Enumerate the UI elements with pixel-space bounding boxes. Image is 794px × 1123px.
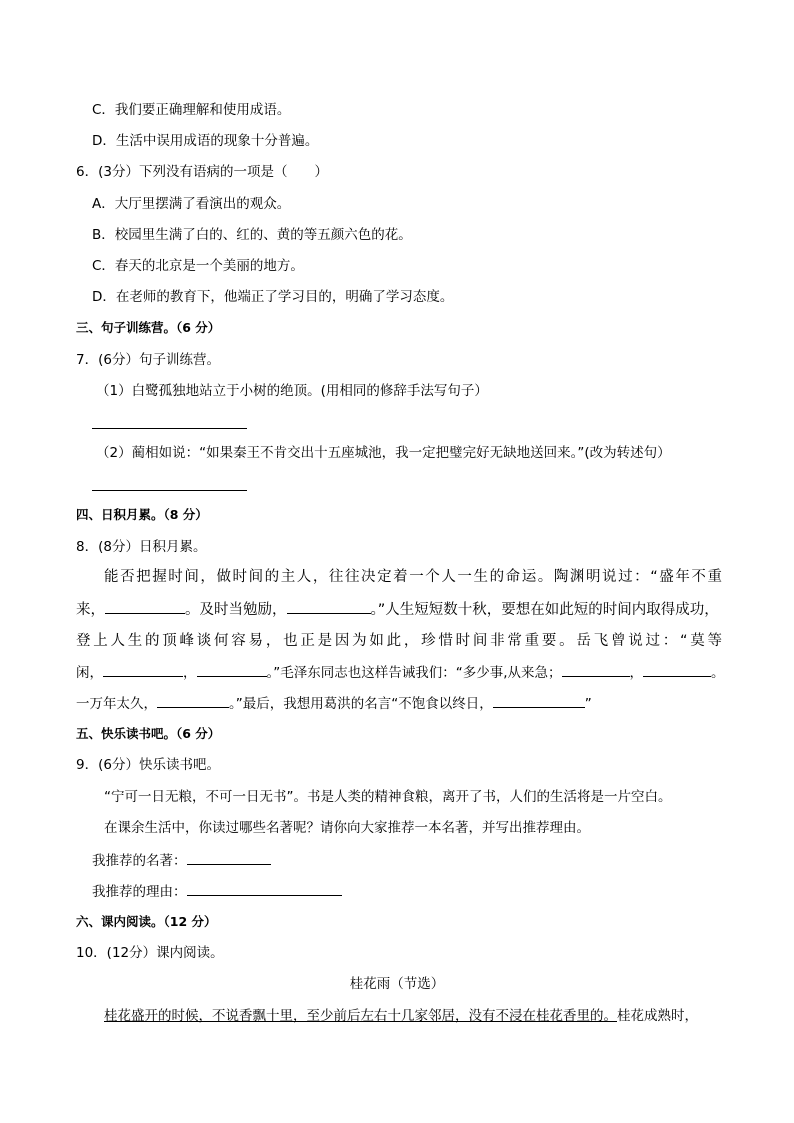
q8-text: 闲， (76, 665, 103, 681)
q7-sub1: （1）白鹭孤独地站立于小树的绝顶。(用相同的修辞手法写句子） (96, 383, 488, 399)
q7-sub2: （2）蔺相如说：“如果秦王不肯交出十五座城池，我一定把璧完好无缺地送回来。”(改为转述句） (96, 445, 671, 461)
q8-paragraph-line-4 (76, 662, 725, 683)
q8-paragraph-line-2 (76, 599, 719, 620)
q7-sub1-answer-blank[interactable] (92, 414, 247, 435)
q6-option-b: B．校园里生满了白的、红的、黄的等五颜六色的花。 (92, 227, 412, 243)
q8-text: 。”毛泽东同志也这样告诫我们：“多少事,从来急； (266, 665, 562, 681)
q10-stem: 10．(12分）课内阅读。 (76, 945, 224, 961)
q8-blank-8[interactable] (493, 693, 585, 708)
q8-text: ” (584, 696, 592, 712)
q8-text: 。”人生短短数十秋，要想在如此短的时间内取得成功， (370, 602, 719, 618)
q7-sub2-answer-blank[interactable] (92, 476, 247, 497)
q6-option-a: A．大厅里摆满了看演出的观众。 (92, 196, 291, 212)
q8-paragraph-line-5 (76, 693, 592, 714)
q6-option-d: D．在老师的教育下，他端正了学习目的，明确了学习态度。 (92, 289, 454, 305)
q5-option-d: D．生活中误用成语的现象十分普遍。 (92, 133, 319, 149)
q10-passage-text: 桂花成熟时， (617, 1008, 698, 1024)
q9-book-row (92, 850, 271, 871)
section-5-heading: 五、快乐读书吧。（6 分） (76, 726, 221, 741)
section-4-heading: 四、日积月累。（8 分） (76, 507, 208, 522)
q6-option-c: C．春天的北京是一个美丽的地方。 (92, 258, 304, 274)
q9-reason-blank[interactable] (187, 881, 342, 896)
q9-quote-paragraph: “宁可一日无粮，不可一日无书”。书是人类的精神食粮，离开了书，人们的生活将是一片空白。 (104, 789, 672, 805)
section-6-heading: 六、课内阅读。（12 分） (76, 914, 217, 929)
q10-passage-line-1 (104, 1006, 698, 1026)
q8-blank-4[interactable] (197, 662, 267, 677)
q8-text: ， (629, 665, 644, 681)
q9-book-blank[interactable] (187, 850, 271, 865)
q5-option-c: C．我们要正确理解和使用成语。 (92, 102, 291, 118)
q8-blank-3[interactable] (103, 662, 183, 677)
q6-stem: 6．(3分）下列没有语病的一项是（ ） (76, 164, 328, 180)
q8-blank-2[interactable] (287, 599, 371, 614)
q8-blank-7[interactable] (157, 693, 229, 708)
q9-reason-label: 我推荐的理由： (92, 884, 187, 900)
q9-stem: 9．(6分）快乐读书吧。 (76, 757, 220, 773)
q8-text: 来， (76, 602, 105, 618)
q10-underlined-sentence: 桂花盛开的时候，不说香飘十里，至少前后左右十几家邻居，没有不浸在桂花香里的。 (104, 1008, 617, 1024)
q8-paragraph-line-3: 登上人生的顶峰谈何容易，也正是因为如此，珍惜时间非常重要。岳飞曾说过：“莫等 (76, 633, 722, 649)
q8-text: 一万年太久， (76, 696, 157, 712)
q9-reason-row (92, 881, 342, 902)
q8-blank-1[interactable] (105, 599, 185, 614)
q10-passage-title: 桂花雨（节选） (349, 976, 445, 992)
q9-book-label: 我推荐的名著： (92, 853, 187, 869)
q9-instruction: 在课余生活中，你读过哪些名著呢？请你向大家推荐一本名著，并写出推荐理由。 (104, 820, 590, 836)
q8-blank-6[interactable] (643, 662, 711, 677)
q8-blank-5[interactable] (562, 662, 630, 677)
q8-text: ， (183, 665, 197, 681)
q8-text: 。 (711, 665, 725, 681)
q8-text: 。及时当勉励， (185, 602, 287, 618)
q8-text: 。”最后，我想用葛洪的名言“不饱食以终日， (229, 696, 493, 712)
q7-stem: 7．(6分）句子训练营。 (76, 352, 220, 368)
q8-paragraph-line-1: 能否把握时间，做时间的主人，往往决定着一个人一生的命运。陶渊明说过：“盛年不重 (104, 569, 722, 585)
q8-stem: 8．(8分）日积月累。 (76, 539, 207, 555)
section-3-heading: 三、句子训练营。（6 分） (76, 320, 221, 335)
